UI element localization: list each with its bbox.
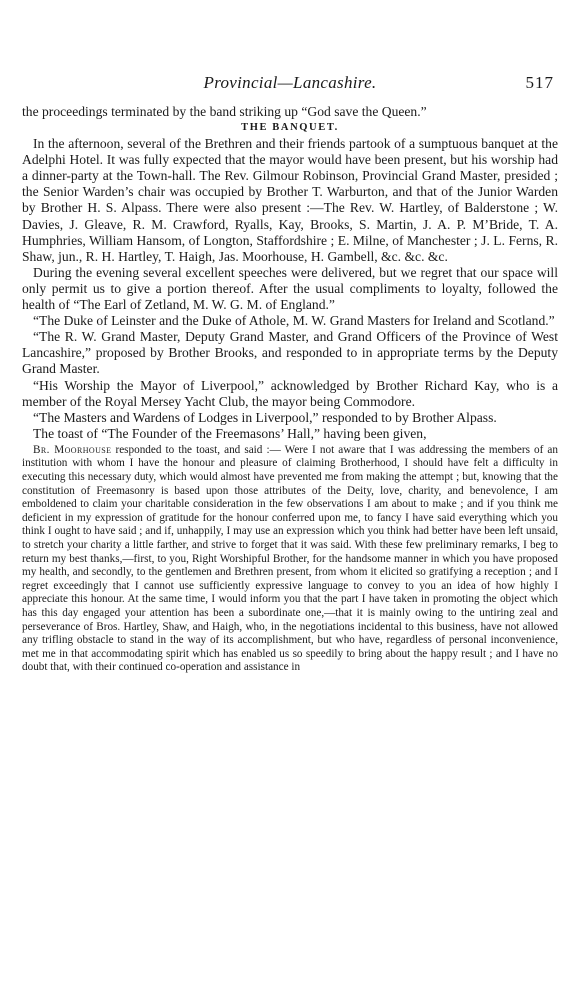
speech-paragraph <box>22 444 558 675</box>
paragraph-opening: the proceedings terminated by the band striking up “God save the Queen.” <box>22 104 427 119</box>
paragraph-toast-founder: The toast of “The Founder of the Freemasons’ Hall,” having been given, <box>33 425 427 441</box>
page-number: 517 <box>525 73 554 92</box>
running-head <box>22 70 558 96</box>
article-body <box>22 104 558 442</box>
running-title: Provincial—Lancashire. <box>203 73 377 92</box>
paragraph-toast-dukes: “The Duke of Leinster and the Duke of Athole, M. W. Grand Masters for Ireland and Scotland.” <box>33 313 555 329</box>
paragraph-toast-grand-master: “The R. W. Grand Master, Deputy Grand Master, and Grand Officers of the Province of West Lancashire,” proposed by Brother Brooks, and responded to in appropriate terms by the Deputy Grand Master. <box>22 329 558 377</box>
paragraph-banquet: In the afternoon, several of the Brethren and their friends partook of a sumptuous banquet at the Adelphi Hotel. It was fully expected that the mayor would have been present, but his worship had a dinner-party at the Town-hall. The Rev. Gilmour Robinson, Provincial Grand Master, presided ; the Senior Warden’s chair was occupied by Brother T. Warburton, and that of the Junior Warden by Brother H. S. Alpass. There were also present :—The Rev. W. Hartley, of Balderstone ; W. Davies, J. Gleave, R. M. Crawford, Ryalls, Kay, Brooks, S. Martin, J. A. P. M’Bride, T. A. Humphries, William Hansom, of Longton, Staffordshire ; E. Milne, of Manchester ; J. L. Ferns, R. Shaw, jun., R. H. Hartley, T. Haigh, Jas. Moorhouse, H. Gambell, &c. &c. &c. <box>22 136 558 264</box>
paragraph-toast-mayor: “His Worship the Mayor of Liverpool,” acknowledged by Brother Richard Kay, who is a member of the Royal Mersey Yacht Club, the mayor being Commodore. <box>22 377 558 409</box>
speaker-name: Br. Moorhouse <box>33 443 112 456</box>
speech-text: responded to the toast, and said :— Were I not aware that I was addressing the members of an institution with whom I have the honour and pleasure of claiming Brotherhood, I should have felt a difficulty in executing this necessary duty, which would almost have prevented me from making the attempt ; but, knowing that the constitution of Freemasonry is based upon those attributes of the Deity, love, charity, and benevolence, I am emboldened to claim your charitable consideration in the few observations I am about to make ; and if you think me deficient in my expression of gratitude for the honour conferred upon me, to fancy I have said everything which you think I ought to have said ; and if, unhappily, I may use an expression which you think had better have been left unsaid, to stretch your charity a little farther, and strive to forget that it was said. With these few preliminary remarks, I beg to return my best thanks,—first, to you, Right Worshipful Brother, for the handsome manner in which you have proposed my health, and secondly, to the gentlemen and Brethren present, from whom it elicited so gratifying a reception ; and I regret exceedingly that I cannot use sufficiently expressive language to convey to you an idea of how highly I appreciate this honour. At the same time, I would inform you that the part I have taken in promoting the object which has this day engaged your attention has been a subordinate one,—that it is mainly owing to the untiring zeal and perseverance of Bros. Hartley, Shaw, and Haigh, who, in the negotiations incidental to this business, have not allowed any trifling obstacle to stand in the way of its accomplishment, but who have, regardless of personal inconvenience, met me in that accommodating spirit which has enabled us so speedily to bring about the happy result ; and I have no doubt that, with their continued co-operation and assistance in <box>22 443 558 674</box>
paragraph-toast-masters: “The Masters and Wardens of Lodges in Liverpool,” responded to by Brother Alpass. <box>33 409 497 425</box>
speech-block <box>22 444 558 675</box>
page <box>22 70 558 675</box>
paragraph-speeches: During the evening several excellent speeches were delivered, but we regret that our space will only permit us to give a portion thereof. After the usual compliments to loyalty, followed the health of “The Earl of Zetland, M. W. G. M. of England.” <box>22 264 558 313</box>
section-heading: THE BANQUET. <box>241 122 339 134</box>
